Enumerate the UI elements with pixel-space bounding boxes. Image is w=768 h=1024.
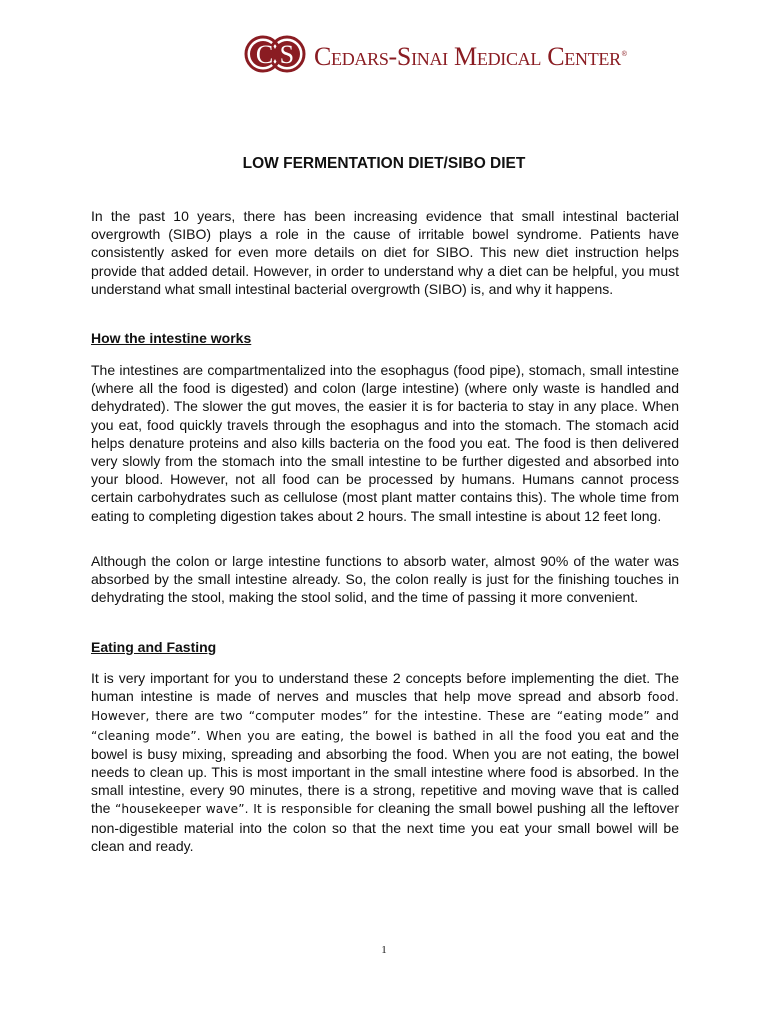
eating-fasting-paragraph xyxy=(91,669,679,855)
eating-fasting-text-3: you eat and the bowel is busy mixing, spreading and absorbing the food. When you are not eating, the bowel needs to clean up. This is most important in the small intestine where food is absorbed. In the small intestine, every 90 minutes, there is a strong, repetitive and moving wave that is called the xyxy=(91,726,679,817)
svg-text:C S: C S xyxy=(255,40,295,69)
cedars-sinai-logo xyxy=(244,24,627,84)
eating-fasting-text-4: “housekeeper wave”. It is responsible for xyxy=(114,802,374,817)
page-number: 1 xyxy=(381,944,387,956)
intro-paragraph: In the past 10 years, there has been increasing evidence that small intestinal bacterial overgrowth (SIBO) plays a role in the cause of irritable bowel syndrome. Patients have consistently asked for even more details on diet for SIBO. This new diet instruction helps provide that added detail. However, in order to understand why a diet can be helpful, you must understand what small intestinal bacterial overgrowth (SIBO) is, and why it happens. xyxy=(91,208,679,297)
intestine-paragraph-2: Although the colon or large intestine functions to absorb water, almost 90% of the water was absorbed by the small intestine already. So, the colon really is just for the finishing touches in dehydrating the stool, making the stool solid, and the time of passing it more convenient. xyxy=(91,553,679,606)
section-heading-intestine: How the intestine works xyxy=(91,330,252,346)
document-title: LOW FERMENTATION DIET/SIBO DIET xyxy=(242,155,526,172)
intestine-paragraph-1: The intestines are compartmentalized into the esophagus (food pipe), stomach, small intestine (where all the food is digested) and colon (large intestine) (where only waste is handled and dehydrated). The slower the gut moves, the easier it is for bacteria to stay in any place. When you eat, food quickly travels through the esophagus and into the stomach. The stomach acid helps denature proteins and also kills bacteria on the food you eat. The food is then delivered very slowly from the stomach into the small intestine to be further digested and absorbed into your blood. However, not all food can be processed by humans. Humans cannot process certain carbohydrates such as cellulose (most plant matter contains this). The whole time from eating to completing digestion takes about 2 hours. The small intestine is about 12 feet long. xyxy=(91,362,679,524)
section-heading-eating-fasting: Eating and Fasting xyxy=(91,639,217,655)
eating-fasting-text-2: food. However, there are two “computer modes” for the intestine. These are “eating mode” and “cleaning mode”. When you are eating, the bowel is bathed in all the food xyxy=(91,690,679,743)
logo-wordmark: Cedars-Sinai Medical Center xyxy=(314,42,621,71)
cs-monogram-icon xyxy=(244,24,306,84)
registered-mark: ® xyxy=(621,50,627,58)
eating-fasting-text-5: cleaning the small bowel pushing all the leftover non-digestible material into the colon so that the next time you eat your small bowel will be clean and ready. xyxy=(91,800,680,854)
eating-fasting-text-1: It is very important for you to understand these 2 concepts before implementing the diet. The human intestine is made of nerves and muscles that help move spread and absorb xyxy=(91,670,679,705)
